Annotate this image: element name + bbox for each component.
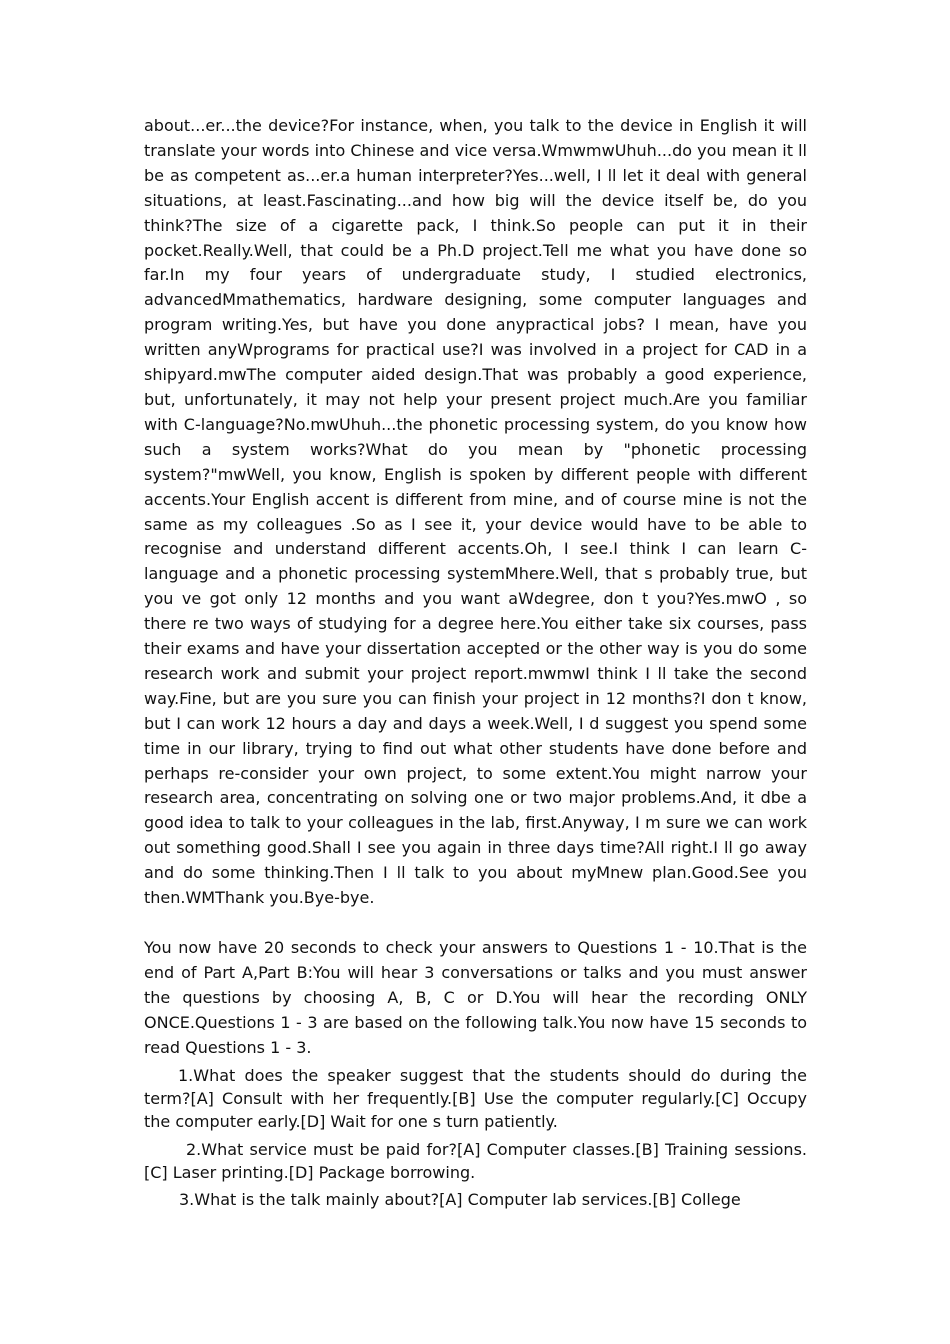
question-3: 3.What is the talk mainly about?[A] Computer lab services.[B] College — [179, 1190, 741, 1209]
question-2: 2.What service must be paid for?[A] Computer classes.[B] Training sessions.[C] Laser printing.[D] Package borrowing. — [144, 1140, 807, 1182]
instructions-paragraph: You now have 20 seconds to check your answers to Questions 1 - 10.That is the end of Part A,Part B:You will hear 3 conversations or talks and you must answer the questions by choosing A, B, C or D.You will hear the recording ONLY ONCE.Questions 1 - 3 are based on the following talk.You now have 15 seconds to read Questions 1 - 3. — [144, 938, 807, 1057]
conversation-paragraph: about...er...the device?For instance, when, you talk to the device in English it will translate your words into Chinese and vice versa.WmwmwUhuh...do you mean it ll be as competent as...er.a human interpreter?Yes...well, I ll let it deal with general situations, at least.Fascinating...and how big will the device itself be, do you think?The size of a cigarette pack, I think.So people can put it in their pocket.Really.Well, that could be a Ph.D project.Tell me what you have done so far.In my four years of undergraduate study, I studied electronics, advancedMmathematics, hardware designing, some computer languages and program writing.Yes, but have you done anypractical jobs? I mean, have you written anyWprograms for practical use?I was involved in a project for CAD in a shipyard.mwThe computer aided design.That was probably a good experience, but, unfortunately, it may not help your present project much.Are you familiar with C-language?No.mwUhuh...the phonetic processing system, do you know how such a system works?What do you mean by "phonetic processing system?"mwWell, you know, English is spoken by different people with different accents.Your English accent is different from mine, and of course mine is not the same as my colleagues .So as I see it, your device would have to be able to recognise and understand different accents.Oh, I see.I think I can learn C-language and a phonetic processing systemMhere.Well, that s probably true, but you ve got only 12 months and you want aWdegree, don t you?Yes.mwO , so there re two ways of studying for a degree here.You either take six courses, pass their exams and have your dissertation accepted or the other way is you do some research work and submit your project report.mwmwI think I ll take the second way.Fine, but are you sure you can finish your project in 12 months?I don t know, but I can work 12 hours a day and days a week.Well, I d suggest you spend some time in our library, trying to find out what other students have done before and perhaps re-consider your own project, to some extent.You might narrow your research area, concentrating on solving one or two major problems.And, it dbe a good idea to talk to your colleagues in the lab, first.Anyway, I m sure we can work out something good.Shall I see you again in three days time?All right.I ll go away and do some thinking.Then I ll talk to you about myMnew plan.Good.See you then.WMThank you.Bye-bye. — [144, 116, 807, 908]
question-1: 1.What does the speaker suggest that the students should do during the term?[A] Consult with her frequently.[B] Use the computer regularly.[C] Occupy the computer early.[D] Wait for one s turn patiently. — [144, 1066, 807, 1131]
